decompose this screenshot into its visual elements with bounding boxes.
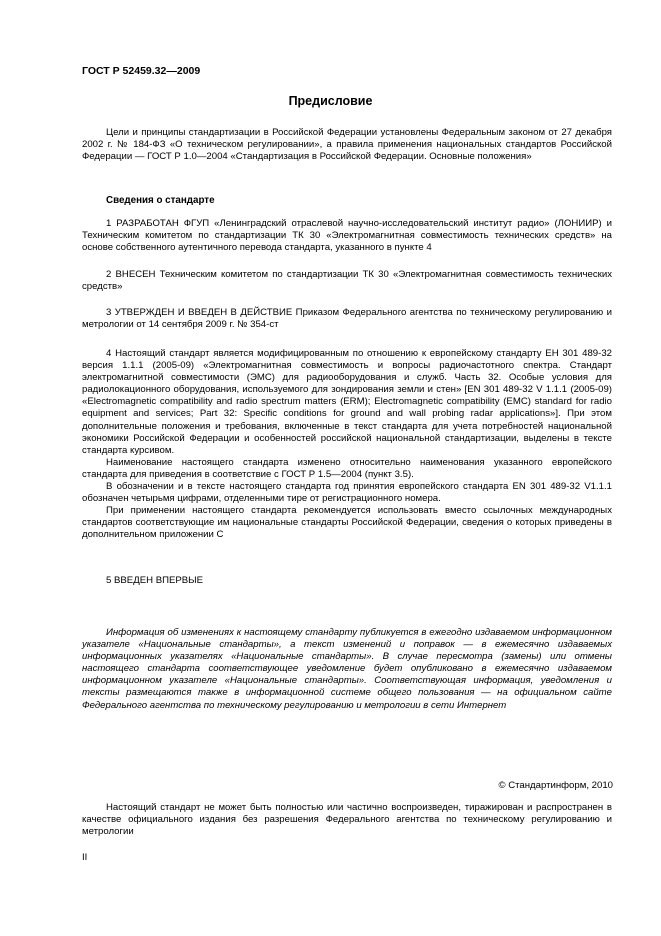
intro-paragraph <box>82 127 612 163</box>
page-number: II <box>82 852 88 863</box>
footer-text: Настоящий стандарт не может быть полностью или частично воспроизведен, тиражирован и распространен в качестве официального издания без разрешения Федерального агентства по техническому регулированию и метрологии <box>82 802 612 838</box>
item-5-text: 5 ВВЕДЕН ВПЕРВЫЕ <box>106 575 204 586</box>
item-2-text: 2 ВНЕСЕН Техническим комитетом по стандартизации ТК 30 «Электромагнитная совместимость технических средств» <box>82 269 612 293</box>
item-3 <box>82 307 612 331</box>
item-4-designation-text: В обозначении и в тексте настоящего стандарта год принятия европейского стандарта EN 301 489-32 V1.1.1 обозначен четырьмя цифрами, отделенными тире от регистрационного номера. <box>82 481 612 505</box>
item-5 <box>82 575 612 587</box>
page-title: Предисловие <box>288 94 373 108</box>
standard-code: ГОСТ Р 52459.32—2009 <box>82 65 201 77</box>
item-1-text: 1 РАЗРАБОТАН ФГУП «Ленинградский отраслевой научно-исследовательский институт радио» (ЛОНИИР) и Техническим комитетом по стандартизации ТК 30 «Электромагнитная совместимость технических средств» на основе собственного аутентичного перевода стандарта, указанного в пункте 4 <box>82 218 612 254</box>
item-4 <box>82 348 612 542</box>
notice-text: Информация об изменениях к настоящему стандарту публикуется в ежегодно издаваемом информационном указателе «Национальные стандарты», а текст изменений и поправок — в ежемесячно издаваемых информационных указателях «Национальные стандарты». В случае пересмотра (замены) или отмены настоящего стандарта соответствующее уведомление будет опубликовано в ежемесячно издаваемом информационном указателе «Национальные стандарты». Соответствующая информация, уведомления и тексты размещаются также в информационной системе общего пользования — на официальном сайте Федерального агентства по техническому регулированию и метрологии в сети Интернет <box>82 627 612 711</box>
item-2 <box>82 269 612 293</box>
item-4-rename-text: Наименование настоящего стандарта изменено относительно наименования указанного европейского стандарта для приведения в соответствие с ГОСТ Р 1.5—2004 (пункт 3.5). <box>82 456 612 480</box>
item-4-references-text: При применении настоящего стандарта рекомендуется использовать вместо ссылочных международных стандартов соответствующие им национальные стандарты Российской Федерации, сведения о которых приведены в дополнительном приложении С <box>82 505 612 541</box>
footer-paragraph <box>82 802 612 838</box>
item-4-text: 4 Настоящий стандарт является модифицированным по отношению к европейскому стандарту ЕН 301 489-32 версия 1.1.1 (2005-09) «Электромагнитная совместимость и вопросы радиочастотного спектра. Стандарт электромагнитной совместимости (ЭМС) для радиооборудования и служб. Часть 32. Особые условия для радиолокационного оборудования, используемого для зондирования земли и стен» [EN 301 489-32 V 1.1.1 (2005-09) «Electromagnetic compatibility and radio spectrum matters (ERM); Electromagnetic compatibility (EMC) standard for radio equipment and services; Part 32: Specific conditions for ground and wall probing radar applications»]. При этом дополнительные положения и требования, включенные в текст стандарта для учета потребностей национальной экономики Российской Федерации и особенностей российской национальной стандартизации, выделены в тексте стандарта курсивом. <box>82 348 612 456</box>
section-heading: Сведения о стандарте <box>106 195 215 206</box>
intro-text: Цели и принципы стандартизации в Российской Федерации установлены Федеральным законом от 27 декабря 2002 г. № 184-ФЗ «О техническом регулировании», а правила применения национальных стандартов Российской Федерации — ГОСТ Р 1.0—2004 «Стандартизация в Российской Федерации. Основные положения» <box>82 127 612 163</box>
notice-paragraph <box>82 627 612 712</box>
item-1 <box>82 218 612 254</box>
copyright: © Стандартинформ, 2010 <box>498 780 613 791</box>
item-3-text: 3 УТВЕРЖДЕН И ВВЕДЕН В ДЕЙСТВИЕ Приказом Федерального агентства по техническому регулированию и метрологии от 14 сентября 2009 г. № 354-ст <box>82 307 612 331</box>
